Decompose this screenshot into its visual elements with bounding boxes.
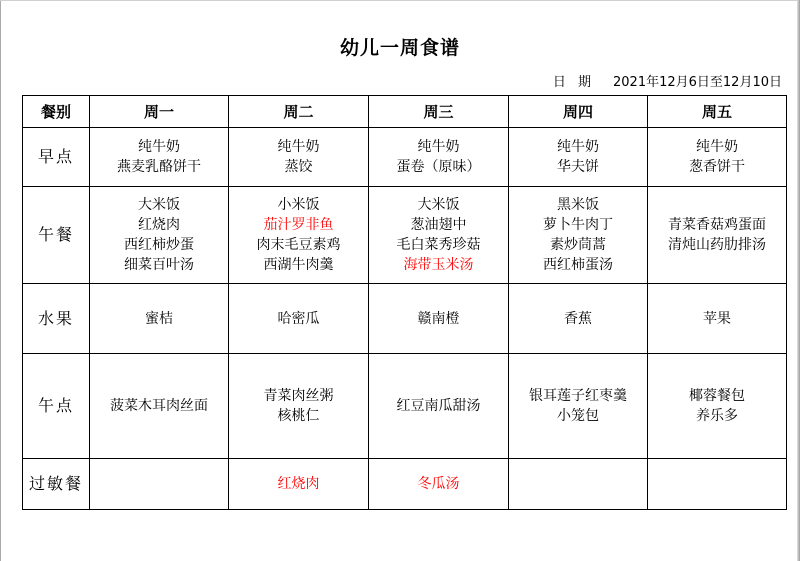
menu-body bbox=[23, 128, 787, 510]
dish-item: 香蕉 bbox=[564, 310, 592, 327]
date-label: 日 期 bbox=[552, 75, 596, 90]
dish-item: 肉末毛豆素鸡 bbox=[256, 237, 341, 253]
menu-cell-afternoon-snack-fri bbox=[648, 354, 787, 459]
dish-item: 赣南橙 bbox=[417, 310, 460, 327]
date-range: 2021年12月6日至12月10日 bbox=[613, 75, 782, 90]
dish-item: 蛋卷（原味） bbox=[396, 159, 481, 175]
menu-cell-lunch-mon bbox=[90, 187, 229, 284]
dish-item: 素炒茼蒿 bbox=[550, 237, 606, 253]
dish-item: 冬瓜汤 bbox=[417, 476, 460, 492]
date-line bbox=[553, 71, 782, 90]
menu-cell-fruit-wed bbox=[369, 284, 509, 354]
dish-item: 养乐多 bbox=[696, 408, 738, 424]
menu-cell-allergy-meal-wed bbox=[369, 459, 509, 510]
menu-cell-allergy-meal-mon bbox=[90, 459, 229, 510]
dish-item: 华夫饼 bbox=[557, 159, 599, 175]
menu-cell-fruit-thu bbox=[509, 284, 648, 354]
dish-item: 清炖山药肋排汤 bbox=[668, 237, 766, 253]
dish-item: 哈密瓜 bbox=[277, 310, 320, 327]
dish-item: 纯牛奶 bbox=[696, 139, 738, 155]
row-label-breakfast: 早点 bbox=[23, 128, 90, 187]
corner-header: 餐别 bbox=[23, 96, 90, 128]
dish-item: 葱香饼干 bbox=[689, 159, 745, 175]
dish-item: 西红柿蛋汤 bbox=[543, 257, 613, 273]
menu-cell-allergy-meal-thu bbox=[509, 459, 648, 510]
row-lunch bbox=[23, 187, 787, 284]
day-header-thu: 周四 bbox=[509, 96, 648, 128]
dish-item: 红烧肉 bbox=[277, 476, 320, 492]
day-header-fri: 周五 bbox=[648, 96, 787, 128]
weekly-menu-table bbox=[22, 95, 787, 510]
menu-cell-lunch-thu bbox=[509, 187, 648, 284]
dish-item: 核桃仁 bbox=[277, 408, 320, 424]
menu-cell-allergy-meal-tue bbox=[229, 459, 369, 510]
row-allergy-meal bbox=[23, 459, 787, 510]
menu-cell-afternoon-snack-thu bbox=[509, 354, 648, 459]
dish-item: 蒸饺 bbox=[284, 159, 313, 175]
dish-item: 毛白菜秀珍菇 bbox=[396, 237, 481, 253]
dish-item: 大米饭 bbox=[417, 197, 460, 213]
menu-cell-breakfast-thu bbox=[509, 128, 648, 187]
dish-item: 红烧肉 bbox=[138, 217, 180, 233]
dish-item: 茄汁罗非鱼 bbox=[263, 217, 334, 233]
page-title: 幼儿一周食谱 bbox=[339, 37, 460, 59]
menu-cell-fruit-fri bbox=[648, 284, 787, 354]
page-left-border bbox=[0, 0, 1, 561]
dish-item: 银耳莲子红枣羹 bbox=[529, 388, 627, 404]
row-breakfast bbox=[23, 128, 787, 187]
dish-item: 苹果 bbox=[703, 310, 731, 327]
menu-cell-afternoon-snack-mon bbox=[90, 354, 229, 459]
row-label-afternoon-snack: 午点 bbox=[23, 354, 90, 459]
dish-item: 细菜百叶汤 bbox=[124, 257, 194, 273]
dish-item: 纯牛奶 bbox=[138, 139, 180, 155]
dish-item: 椰蓉餐包 bbox=[689, 388, 745, 404]
header-row bbox=[23, 96, 787, 128]
row-label-fruit: 水果 bbox=[23, 284, 90, 354]
dish-item: 纯牛奶 bbox=[417, 139, 460, 155]
dish-item: 菠菜木耳肉丝面 bbox=[110, 398, 208, 414]
page-top-border bbox=[0, 0, 800, 1]
dish-item: 蜜桔 bbox=[145, 310, 173, 327]
dish-item: 大米饭 bbox=[138, 197, 180, 213]
dish-item: 纯牛奶 bbox=[557, 139, 599, 155]
dish-item: 小米饭 bbox=[277, 197, 320, 213]
menu-cell-fruit-mon bbox=[90, 284, 229, 354]
row-fruit bbox=[23, 284, 787, 354]
dish-item: 纯牛奶 bbox=[277, 139, 320, 155]
dish-item: 黑米饭 bbox=[557, 197, 599, 213]
dish-item: 西红柿炒蛋 bbox=[124, 237, 194, 253]
dish-item: 葱油翅中 bbox=[410, 217, 467, 233]
dish-item: 青菜肉丝粥 bbox=[263, 388, 334, 404]
dish-item: 燕麦乳酪饼干 bbox=[117, 159, 201, 175]
dish-item: 小笼包 bbox=[557, 408, 599, 424]
menu-cell-fruit-tue bbox=[229, 284, 369, 354]
day-header-mon: 周一 bbox=[90, 96, 229, 128]
dish-item: 青菜香菇鸡蛋面 bbox=[668, 217, 766, 233]
menu-cell-breakfast-tue bbox=[229, 128, 369, 187]
menu-cell-lunch-tue bbox=[229, 187, 369, 284]
row-label-lunch: 午餐 bbox=[23, 187, 90, 284]
dish-item: 西湖牛肉羹 bbox=[263, 257, 334, 273]
menu-cell-afternoon-snack-tue bbox=[229, 354, 369, 459]
dish-item: 红豆南瓜甜汤 bbox=[396, 398, 481, 414]
menu-cell-allergy-meal-fri bbox=[648, 459, 787, 510]
menu-cell-breakfast-fri bbox=[648, 128, 787, 187]
day-header-tue: 周二 bbox=[229, 96, 369, 128]
dish-item: 萝卜牛肉丁 bbox=[543, 217, 613, 233]
row-afternoon-snack bbox=[23, 354, 787, 459]
dish-item: 海带玉米汤 bbox=[403, 257, 474, 273]
row-label-allergy-meal: 过敏餐 bbox=[23, 459, 90, 510]
menu-cell-breakfast-mon bbox=[90, 128, 229, 187]
menu-cell-lunch-fri bbox=[648, 187, 787, 284]
menu-cell-lunch-wed bbox=[369, 187, 509, 284]
day-header-wed: 周三 bbox=[369, 96, 509, 128]
menu-cell-breakfast-wed bbox=[369, 128, 509, 187]
menu-cell-afternoon-snack-wed bbox=[369, 354, 509, 459]
